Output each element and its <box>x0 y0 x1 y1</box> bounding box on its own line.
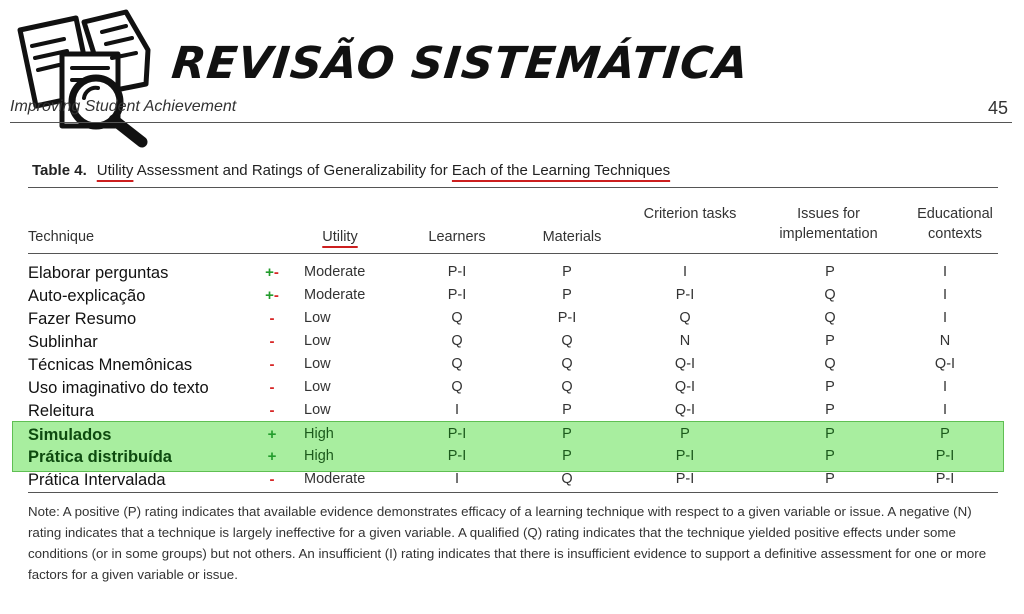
criterion-value: Q-I <box>674 356 696 372</box>
utility-value: Low <box>304 402 331 418</box>
utility-value: Low <box>304 310 331 326</box>
caption-utility: Utility <box>96 162 134 179</box>
table-row <box>0 333 1024 356</box>
header-rule <box>10 122 1012 123</box>
utility-value: High <box>304 426 334 442</box>
utility-value: Low <box>304 333 331 349</box>
criterion-value: Q-I <box>674 402 696 418</box>
learners-value: Q <box>451 379 463 395</box>
contexts-value: Q-I <box>934 356 956 372</box>
issues-value: P <box>825 448 835 464</box>
positive-mark: + <box>267 448 277 465</box>
banner-title: REVISÃO SISTEMÁTICA <box>169 38 752 89</box>
technique-name: Sublinhar <box>28 333 98 351</box>
materials-value: P <box>562 402 572 418</box>
running-header: Improving Student Achievement <box>10 98 237 115</box>
header-technique: Technique <box>28 229 95 245</box>
caption-middle: Assessment and Ratings of Generalizability for <box>133 162 452 179</box>
learners-value: Q <box>451 310 463 326</box>
learners-value: P-I <box>447 448 467 464</box>
mixed-mark: +- <box>265 264 279 281</box>
materials-value: P <box>562 448 572 464</box>
contexts-value: P-I <box>935 471 955 487</box>
technique-name: Fazer Resumo <box>28 310 137 328</box>
contexts-value: P-I <box>935 448 955 464</box>
utility-value: Moderate <box>304 264 366 280</box>
table-row <box>0 287 1024 310</box>
contexts-value: P <box>940 426 950 442</box>
table-row <box>0 310 1024 333</box>
issues-value: P <box>825 264 835 280</box>
criterion-value: N <box>679 333 691 349</box>
caption-label: Table 4. <box>32 162 87 179</box>
table-note: Note: A positive (P) rating indicates that available evidence demonstrates efficacy of a learning technique with respect to a given variable or issue. A negative (N) rating indicates that a technique is largely ineffective for a given variable. A qualified (Q) rating indicates that the technique yielded positive effects under some conditions (or in some groups) but not others. An insufficient (I) rating indicates that there is insufficient evidence to support a definitive assessment for one or more factors for a given variable or issue. <box>28 504 987 582</box>
issues-value: Q <box>824 356 836 372</box>
contexts-value: I <box>942 402 948 418</box>
issues-value: P <box>825 402 835 418</box>
contexts-value: I <box>942 310 948 326</box>
criterion-value: P <box>680 426 690 442</box>
materials-value: P <box>562 264 572 280</box>
contexts-value: I <box>942 264 948 280</box>
utility-value: Low <box>304 379 331 395</box>
learners-value: P-I <box>447 287 467 303</box>
contexts-value: N <box>939 333 951 349</box>
materials-value: Q <box>561 333 573 349</box>
negative-mark: - <box>269 471 275 488</box>
technique-name: Prática distribuída <box>28 448 172 466</box>
header-bottom-rule <box>28 253 998 254</box>
learners-value: P-I <box>447 426 467 442</box>
table-row <box>0 471 1024 494</box>
materials-value: P-I <box>557 310 577 326</box>
criterion-value: P-I <box>675 471 695 487</box>
table-row <box>0 379 1024 402</box>
positive-mark: + <box>267 426 277 443</box>
learners-value: Q <box>451 356 463 372</box>
header-learners: Learners <box>428 229 486 245</box>
utility-value: Moderate <box>304 287 366 303</box>
page-number: 45 <box>987 98 1008 118</box>
mixed-mark: +- <box>265 287 279 304</box>
materials-value: P <box>562 426 572 442</box>
negative-mark: - <box>269 333 275 350</box>
issues-value: P <box>825 379 835 395</box>
negative-mark: - <box>269 379 275 396</box>
caption-each-techniques: Each of the Learning Techniques <box>451 162 671 179</box>
technique-name: Prática Intervalada <box>28 471 166 489</box>
documents-magnifier-icon <box>14 8 164 148</box>
table-row <box>0 356 1024 379</box>
technique-name: Uso imaginativo do texto <box>28 379 209 397</box>
utility-value: Low <box>304 356 331 372</box>
header-educational-contexts: Educational contexts <box>917 206 993 242</box>
contexts-value: I <box>942 379 948 395</box>
table-row-highlighted <box>0 448 1024 471</box>
issues-value: P <box>825 426 835 442</box>
table-row <box>0 264 1024 287</box>
materials-value: Q <box>561 471 573 487</box>
materials-value: Q <box>561 356 573 372</box>
technique-name: Elaborar perguntas <box>28 264 169 282</box>
criterion-value: P-I <box>675 287 695 303</box>
header-materials: Materials <box>542 229 602 245</box>
utility-value: Moderate <box>304 471 366 487</box>
issues-value: P <box>825 471 835 487</box>
header-issues-implementation: Issues for implementation <box>779 206 878 242</box>
contexts-value: I <box>942 287 948 303</box>
technique-name: Técnicas Mnemônicas <box>28 356 193 374</box>
technique-name: Simulados <box>28 426 112 444</box>
criterion-value: I <box>682 264 688 280</box>
materials-value: P <box>562 287 572 303</box>
table-row-highlighted <box>0 426 1024 449</box>
header-criterion-tasks: Criterion tasks <box>643 206 737 222</box>
table-bottom-rule <box>28 492 998 493</box>
technique-name: Releitura <box>28 402 95 420</box>
materials-value: Q <box>561 379 573 395</box>
header-utility: Utility <box>322 229 358 245</box>
table-top-rule <box>28 187 998 188</box>
technique-name: Auto-explicação <box>28 287 146 305</box>
learners-value: I <box>454 402 460 418</box>
criterion-value: P-I <box>675 448 695 464</box>
learners-value: I <box>454 471 460 487</box>
negative-mark: - <box>269 402 275 419</box>
issues-value: P <box>825 333 835 349</box>
table-caption <box>32 162 670 179</box>
negative-mark: - <box>269 310 275 327</box>
utility-value: High <box>304 448 334 464</box>
learners-value: Q <box>451 333 463 349</box>
issues-value: Q <box>824 310 836 326</box>
issues-value: Q <box>824 287 836 303</box>
negative-mark: - <box>269 356 275 373</box>
criterion-value: Q-I <box>674 379 696 395</box>
criterion-value: Q <box>679 310 691 326</box>
learners-value: P-I <box>447 264 467 280</box>
table-row <box>0 402 1024 425</box>
